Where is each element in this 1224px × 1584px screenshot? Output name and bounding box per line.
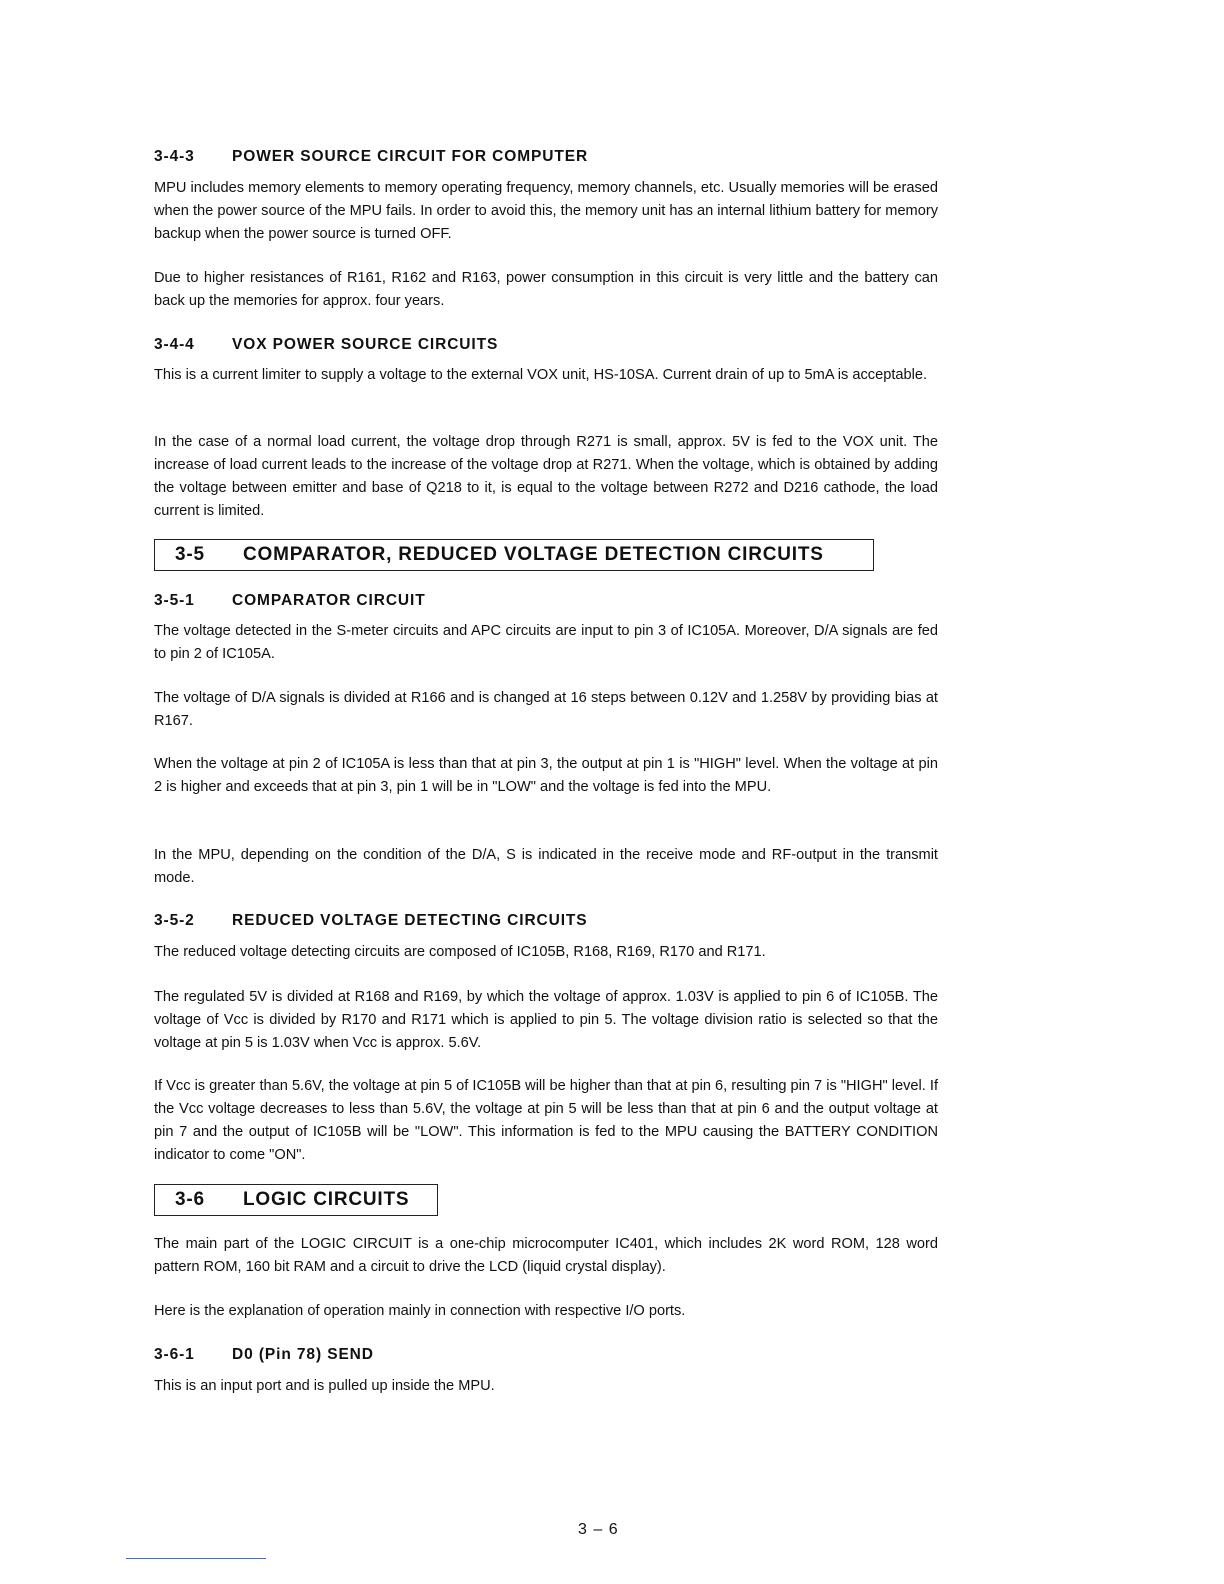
section-3-5-2-heading (154, 912, 588, 930)
paragraph: The voltage detected in the S-meter circuits and APC circuits are input to pin 3 of IC105A. Moreover, D/A signals are fed to pin 2 of IC105A. (154, 623, 938, 662)
paragraph: In the MPU, depending on the condition of the D/A, S is indicated in the receive mode and RF-output in the transmit mode. (154, 847, 938, 886)
section-title: REDUCED VOLTAGE DETECTING CIRCUITS (232, 912, 588, 929)
paragraph: The regulated 5V is divided at R168 and R169, by which the voltage of approx. 1.03V is applied to pin 6 of IC105B. The voltage of Vcc is divided by R170 and R171 which is applied to pin 5. The voltage division ratio is selected so that the voltage at pin 5 is 1.03V when Vcc is approx. 5.6V. (154, 989, 938, 1051)
paragraph: In the case of a normal load current, the voltage drop through R271 is small, approx. 5V is fed to the VOX unit. The increase of load current leads to the increase of the voltage drop at R271. When the voltage, which is obtained by adding the voltage between emitter and base of Q218 to it, is equal to the voltage between R272 and D216 cathode, the load current is limited. (154, 434, 938, 519)
section-3-6-1-heading (154, 1346, 374, 1364)
section-title: COMPARATOR, REDUCED VOLTAGE DETECTION CIRCUITS (243, 544, 824, 565)
page-number: 3 – 6 (578, 1521, 619, 1538)
paragraph: MPU includes memory elements to memory operating frequency, memory channels, etc. Usually memories will be erased when the power source of the MPU fails. In order to avoid this, the memory unit has an internal lithium battery for memory backup when the power source is turned OFF. (154, 180, 938, 242)
section-number: 3-5 (175, 544, 205, 565)
footer-rule (126, 1558, 266, 1559)
section-3-4-4-heading (154, 336, 498, 354)
section-3-6-boxed-heading (154, 1184, 438, 1216)
section-number: 3-6-1 (154, 1346, 195, 1363)
section-3-5-1-heading (154, 592, 426, 610)
section-number: 3-5-2 (154, 912, 195, 929)
section-3-5-boxed-heading (154, 539, 874, 571)
section-3-4-3-heading (154, 148, 588, 166)
paragraph: If Vcc is greater than 5.6V, the voltage at pin 5 of IC105B will be higher than that at pin 6, resulting pin 7 is "HIGH" level. If the Vcc voltage decreases to less than 5.6V, the voltage at pin 5 will be less than that at pin 6 and the output voltage at pin 7 and the output of IC105B will be "LOW". This information is fed to the MPU causing the BATTERY CONDITION indicator to come "ON". (154, 1078, 938, 1163)
paragraph: This is an input port and is pulled up inside the MPU. (154, 1378, 495, 1394)
section-title: D0 (Pin 78) SEND (232, 1346, 374, 1363)
paragraph: The main part of the LOGIC CIRCUIT is a one-chip microcomputer IC401, which includes 2K word ROM, 128 word pattern ROM, 160 bit RAM and a circuit to drive the LCD (liquid crystal display). (154, 1236, 938, 1275)
section-title: POWER SOURCE CIRCUIT FOR COMPUTER (232, 148, 589, 165)
section-title: VOX POWER SOURCE CIRCUITS (232, 336, 499, 353)
paragraph: This is a current limiter to supply a voltage to the external VOX unit, HS-10SA. Current drain of up to 5mA is acceptable. (154, 367, 928, 383)
paragraph: When the voltage at pin 2 of IC105A is less than that at pin 3, the output at pin 1 is "HIGH" level. When the voltage at pin 2 is higher and exceeds that at pin 3, pin 1 will be in "LOW" and the voltage is fed into the MPU. (154, 756, 938, 795)
section-number: 3-4-4 (154, 336, 195, 353)
paragraph: Here is the explanation of operation mainly in connection with respective I/O ports. (154, 1303, 686, 1319)
section-title: LOGIC CIRCUITS (243, 1189, 410, 1210)
section-number: 3-5-1 (154, 592, 195, 609)
section-title: COMPARATOR CIRCUIT (232, 592, 426, 609)
paragraph: The reduced voltage detecting circuits are composed of IC105B, R168, R169, R170 and R171. (154, 944, 766, 960)
paragraph: Due to higher resistances of R161, R162 and R163, power consumption in this circuit is very little and the battery can back up the memories for approx. four years. (154, 270, 938, 309)
section-number: 3-6 (175, 1189, 205, 1210)
section-number: 3-4-3 (154, 148, 195, 165)
paragraph: The voltage of D/A signals is divided at R166 and is changed at 16 steps between 0.12V and 1.258V by providing bias at R167. (154, 690, 938, 729)
